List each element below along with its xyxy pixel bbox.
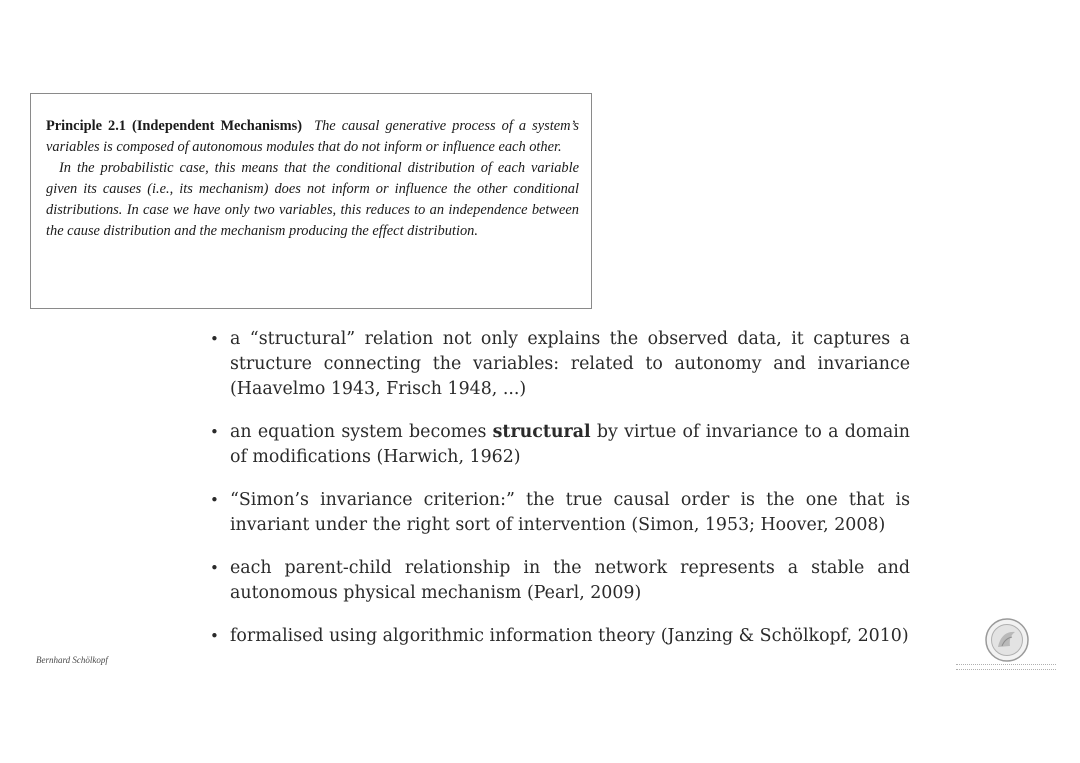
bullet-icon: • [210, 330, 219, 348]
principle-elaboration: In the probabilistic case, this means that the conditional distribution of each variable given its causes (i.e., its mechanism) does not inform or influence the other conditional distributions. In case we have only two variables, this reduces to an independence between the cause distribution and the mechanism producing the effect distribution. [46, 160, 579, 239]
principle-paragraph-1 [46, 116, 579, 158]
bullet-text: formalised using algorithmic information theory (Janzing & Schölkopf, 2010) [230, 626, 909, 646]
logo-caption [956, 664, 1056, 670]
bullet-text: a “structural” relation not only explains the observed data, it captures a structure connecting the variables: related to autonomy and invariance (Haavelmo 1943, Frisch 1948, ...) [230, 329, 910, 399]
bullet-list [208, 327, 910, 667]
bullet-text-after: by virtue of invariance to a domain of modifications (Harwich, 1962) [230, 422, 910, 467]
institute-seal-icon [984, 617, 1030, 663]
bullet-icon: • [210, 491, 219, 509]
bullet-text: “Simon’s invariance criterion:” the true causal order is the one that is invariant under the right sort of intervention (Simon, 1953; Hoover, 2008) [230, 490, 910, 535]
bullet-icon: • [210, 559, 219, 577]
bullet-icon: • [210, 423, 219, 441]
bullet-text-before: an equation system becomes [230, 422, 493, 442]
principle-statement: The causal generative process of a system’s variables is composed of autonomous modules that do not inform or influence each other. [46, 118, 580, 155]
bullet-emphasis: structural [492, 422, 591, 442]
author-name: Bernhard Schölkopf [36, 655, 108, 665]
bullet-item-equation-system [208, 420, 910, 470]
bullet-item-parent-child [208, 556, 910, 606]
bullet-icon: • [210, 627, 219, 645]
bullet-item-algorithmic [208, 624, 910, 649]
principle-box [30, 93, 592, 309]
bullet-item-simon-criterion [208, 488, 910, 538]
bullet-text: each parent-child relationship in the network represents a stable and autonomous physical mechanism (Pearl, 2009) [230, 558, 910, 603]
bullet-item-structural-relation [208, 327, 910, 402]
principle-title: Principle 2.1 (Independent Mechanisms) [46, 118, 302, 134]
